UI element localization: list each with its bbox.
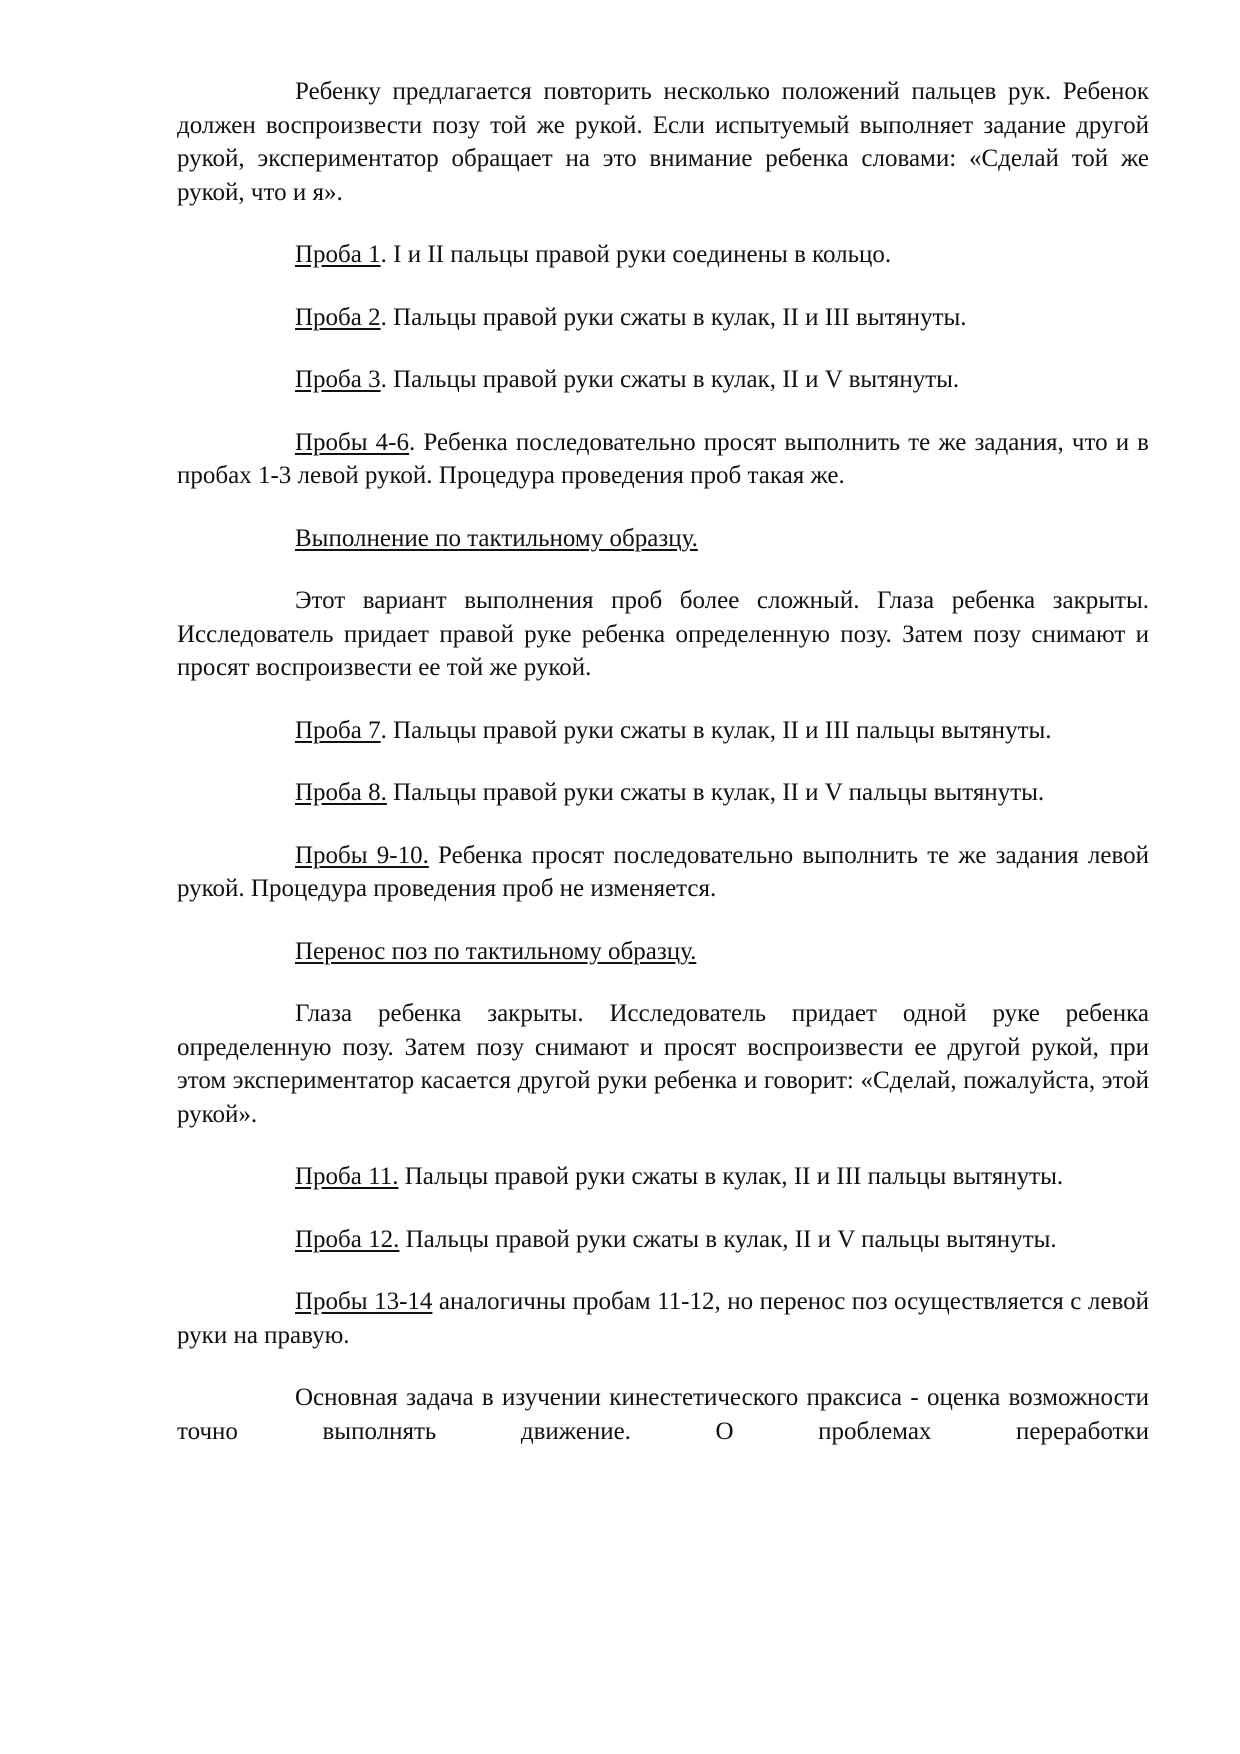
conclusion-paragraph <box>177 1381 1149 1448</box>
section-heading-transfer <box>177 935 1149 969</box>
trial-label: Проба 2 <box>295 303 381 331</box>
section-heading: Выполнение по тактильному образцу. <box>295 524 698 552</box>
trial-label: Проба 8. <box>295 779 387 806</box>
trial-label: Проба 1 <box>295 241 381 268</box>
trials-4-6 <box>177 426 1149 493</box>
section-heading: Перенос поз по тактильному образцу. <box>295 937 697 965</box>
trial-12 <box>177 1223 1149 1257</box>
trial-text: Пальцы правой руки сжаты в кулак, II и III пальцы вытянуты. <box>398 1163 1064 1190</box>
trial-label: Проба 3 <box>295 366 381 393</box>
paragraph-text: Этот вариант выполнения проб более сложный. Глаза ребенка закрыты. Исследователь придает правой руке ребенка определенную позу. Затем позу снимают и просят воспроизвести ее той же рукой. <box>177 587 1149 681</box>
trial-label: Пробы 4-6 <box>295 428 410 456</box>
tactile-paragraph <box>177 584 1149 685</box>
trial-label: Проба 7 <box>295 716 381 744</box>
trial-text: . Ребенка последовательно просят выполнить те же задания, что и в пробах 1-3 левой рукой. Процедура проведения проб такая же. <box>177 428 1149 489</box>
trial-2 <box>177 301 1149 335</box>
trial-8 <box>177 776 1149 810</box>
trial-label: Проба 12. <box>295 1225 400 1253</box>
trial-label: Проба 11. <box>295 1163 399 1190</box>
trial-1 <box>177 238 1149 272</box>
trial-text: Пальцы правой руки сжаты в кулак, II и V пальцы вытянуты. <box>399 1225 1057 1253</box>
paragraph-text: Основная задача в изучении кинестетического праксиса - оценка возможности точно выполнять движение. О проблемах переработки <box>177 1384 1149 1445</box>
trial-text: . I и II пальцы правой руки соединены в кольцо. <box>380 241 892 268</box>
transfer-paragraph <box>177 997 1149 1131</box>
paragraph-text: Глаза ребенка закрыты. Исследователь придает одной руке ребенка определенную позу. Затем позу снимают и просят воспроизвести ее другой рукой, при этом экспериментатор касается другой руки ребенка и говорит: «Сделай, пожалуйста, этой рукой». <box>177 1000 1149 1128</box>
trial-text: Пальцы правой руки сжаты в кулак, II и V пальцы вытянуты. <box>386 779 1045 806</box>
section-heading-tactile <box>177 522 1149 556</box>
paragraph-text: Ребенку предлагается повторить несколько положений пальцев рук. Ребенок должен воспроизвести позу той же рукой. Если испытуемый выполняет задание другой рукой, экспериментатор обращает на это внимание ребенка словами: «Сделай той же рукой, что и я». <box>177 78 1149 206</box>
trial-11 <box>177 1160 1149 1194</box>
trial-label: Пробы 13-14 <box>295 1288 433 1315</box>
document-page <box>177 75 1149 1477</box>
intro-paragraph <box>177 75 1149 209</box>
trial-text: . Пальцы правой руки сжаты в кулак, II и III пальцы вытянуты. <box>380 716 1052 744</box>
trials-13-14 <box>177 1285 1149 1352</box>
trial-text: Ребенка просят последовательно выполнить те же задания левой рукой. Процедура проведения проб не изменяется. <box>177 841 1149 902</box>
trial-7 <box>177 714 1149 748</box>
trial-text: . Пальцы правой руки сжаты в кулак, II и III вытянуты. <box>380 303 967 331</box>
trial-3 <box>177 363 1149 397</box>
trials-9-10 <box>177 839 1149 906</box>
trial-label: Пробы 9-10. <box>295 841 429 869</box>
trial-text: . Пальцы правой руки сжаты в кулак, II и V вытянуты. <box>380 366 960 393</box>
trial-text: аналогичны пробам 11-12, но перенос поз осуществляется с левой руки на правую. <box>177 1288 1149 1349</box>
